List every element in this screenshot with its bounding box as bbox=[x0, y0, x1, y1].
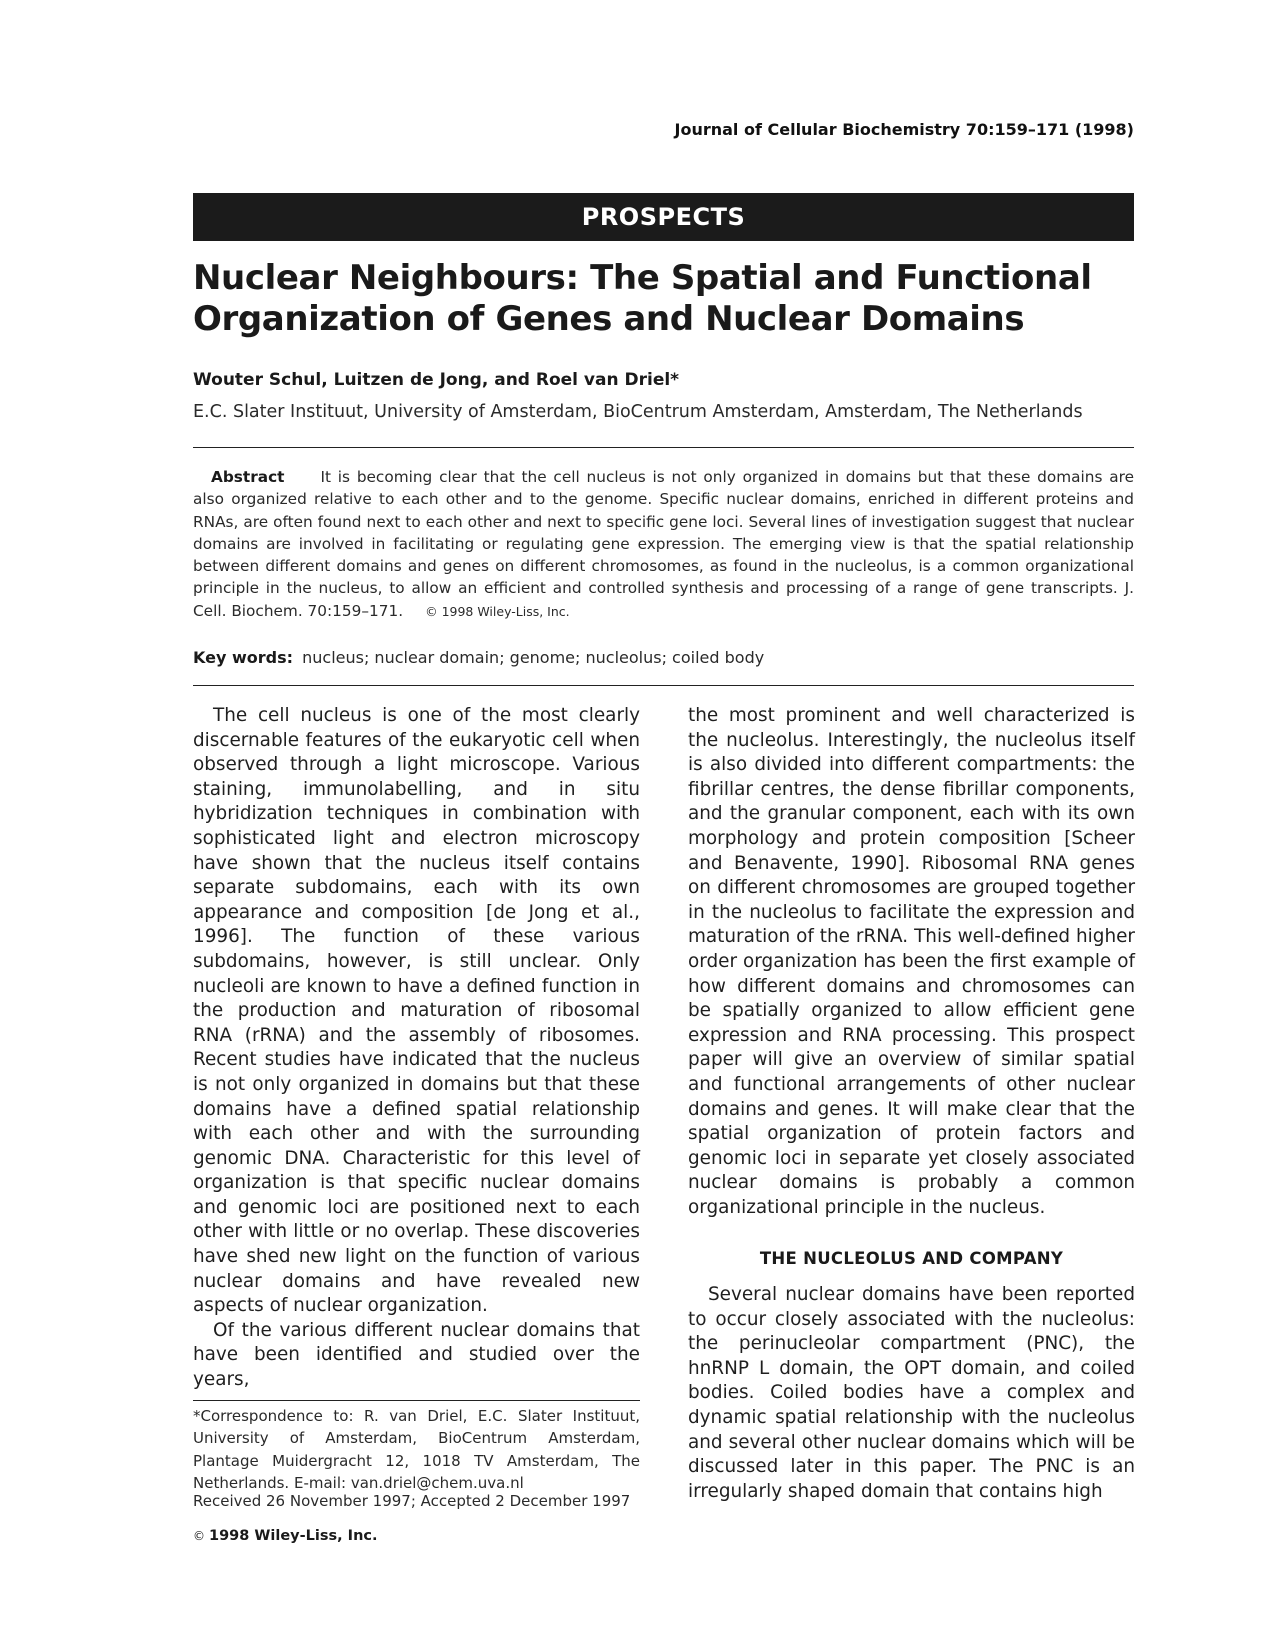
abstract bbox=[193, 466, 1134, 623]
divider-bottom bbox=[193, 685, 1134, 686]
keywords-text: nucleus; nuclear domain; genome; nucleolus; coiled body bbox=[302, 648, 765, 667]
journal-citation: Journal of Cellular Biochemistry 70:159–171 (1998) bbox=[674, 120, 1134, 139]
title-line-2: Organization of Genes and Nuclear Domains bbox=[193, 299, 1025, 339]
body-paragraph: Several nuclear domains have been reported to occur closely associated with the nucleolus: the perinucleolar compartment (PNC), the hnRNP L domain, the OPT domain, and coiled bodies. Coiled bodies have a complex and dynamic spatial relationship with the nucleolus and several other nuclear domains which will be discussed later in this paper. The PNC is an irregularly shaped domain that contains high bbox=[688, 1284, 1135, 1502]
affiliation: E.C. Slater Instituut, University of Amsterdam, BioCentrum Amsterdam, Amsterdam, The Netherlands bbox=[193, 402, 1083, 422]
body-paragraph: Of the various different nuclear domains that have been identified and studied over the years, bbox=[193, 1319, 640, 1391]
body-paragraph: the most prominent and well characterized is the nucleolus. Interestingly, the nucleolus itself is also divided into different compartments: the fibrillar centres, the dense fibrillar components, and the granular component, each with its own morphology and protein composition [Scheer and Benavente, 1990]. Ribosomal RNA genes on different chromosomes are grouped together in the nucleolus to facilitate the expression and maturation of the rRNA. This well-defined higher order organization has been the first example of how different domains and chromosomes can be spatially organized to allow efficient gene expression and RNA processing. This prospect paper will give an overview of similar spatial and functional arrangements of other nuclear domains and genes. It will make clear that the spatial organization of protein factors and genomic loci in separate yet closely associated nuclear domains is probably a common organizational principle in the nucleus. bbox=[688, 705, 1135, 1218]
title-line-1: Nuclear Neighbours: The Spatial and Functional bbox=[193, 258, 1092, 298]
abstract-text: It is becoming clear that the cell nucleus is not only organized in domains but that these domains are also organized relative to each other and to the genome. Specific nuclear domains, enriched in different proteins and RNAs, are often found next to each other and next to specific gene loci. Several lines of investigation suggest that nuclear domains are involved in facilitating or regulating gene expression. The emerging view is that the spatial relationship between different domains and genes on different chromosomes, as found in the nucleolus, is a common organizational principle in the nucleus, to allow an efficient and controlled synthesis and processing of a range of gene transcripts. J. Cell. Biochem. 70:159–171. bbox=[193, 468, 1134, 620]
article-title bbox=[193, 258, 1134, 340]
received-date: Received 26 November 1997; Accepted 2 December 1997 bbox=[193, 1492, 631, 1510]
copyright-symbol: © bbox=[193, 1529, 205, 1543]
correspondence-footnote: *Correspondence to: R. van Driel, E.C. Slater Instituut, University of Amsterdam, BioCentrum Amsterdam, Plantage Muidergracht 12, 1018 TV Amsterdam, The Netherlands. E-mail: van.driel@chem.uva.nl bbox=[193, 1407, 640, 1492]
author-list: Wouter Schul, Luitzen de Jong, and Roel van Driel* bbox=[193, 370, 680, 390]
body-left-column bbox=[193, 704, 640, 1393]
divider-top bbox=[193, 447, 1134, 448]
footnote-divider bbox=[193, 1400, 640, 1401]
keywords bbox=[193, 648, 764, 667]
body-right-column bbox=[688, 704, 1135, 1504]
section-banner-label: PROSPECTS bbox=[581, 203, 746, 231]
abstract-label: Abstract bbox=[211, 468, 285, 486]
section-banner bbox=[193, 193, 1134, 241]
body-paragraph: The cell nucleus is one of the most clearly discernable features of the eukaryotic cell when observed through a light microscope. Various staining, immunolabelling, and in situ hybridization techniques in combination with sophisticated light and electron microscopy have shown that the nucleus itself contains separate subdomains, each with its own appearance and composition [de Jong et al., 1996]. The function of these various subdomains, however, is still unclear. Only nucleoli are known to have a defined function in the production and maturation of ribosomal RNA (rRNA) and the assembly of ribosomes. Recent studies have indicated that the nucleus is not only organized in domains but that these domains have a defined spatial relationship with each other and with the surrounding genomic DNA. Characteristic for this level of organization is that specific nuclear domains and genomic loci are positioned next to each other with little or no overlap. These discoveries have shed new light on the function of various nuclear domains and have revealed new aspects of nuclear organization. bbox=[193, 705, 640, 1317]
keywords-label: Key words: bbox=[193, 648, 294, 667]
section-heading: THE NUCLEOLUS AND COMPANY bbox=[759, 1249, 1064, 1269]
footer-copyright bbox=[193, 1528, 378, 1544]
copyright-text: 1998 Wiley-Liss, Inc. bbox=[209, 1528, 378, 1544]
abstract-copyright: © 1998 Wiley-Liss, Inc. bbox=[425, 603, 570, 619]
